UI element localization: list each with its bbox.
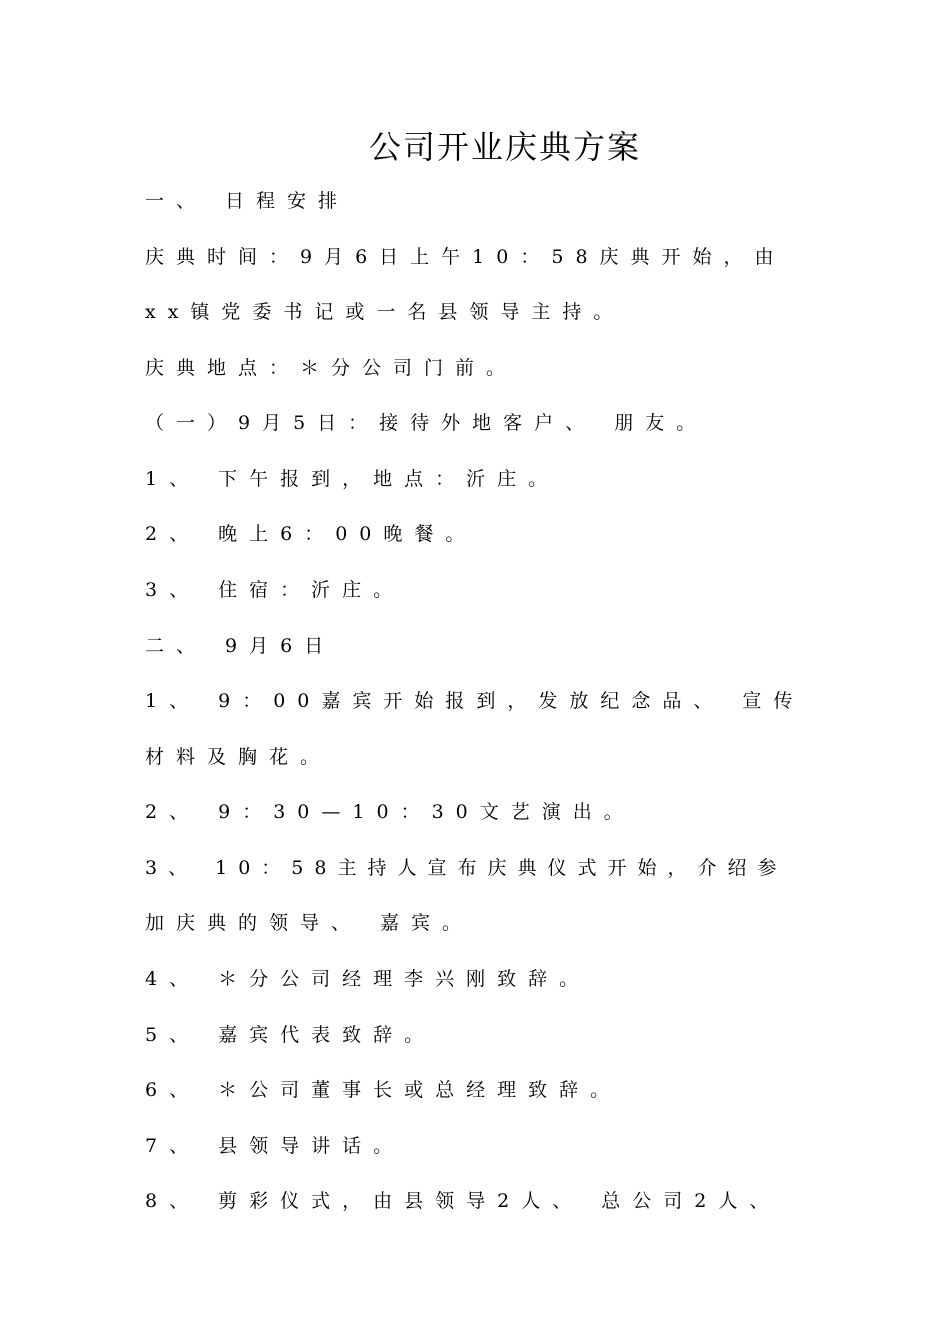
text-line: （一）9月5日：接待外地客户、 朋友。 [145,412,708,434]
text-line: 7、 县领导讲话。 [145,1135,405,1157]
text-line: 1、 下午报到，地点：沂庄。 [145,468,560,490]
text-line: 6、 ＊公司董事长或总经理致辞。 [145,1079,622,1101]
text-line: xx镇党委书记或一名县领导主持。 [145,301,625,323]
text-line: 2、 晚上6：00晚餐。 [145,523,477,545]
text-line: 加庆典的领导、 嘉宾。 [145,912,474,934]
text-line: 庆典地点：＊分公司门前。 [145,357,518,379]
text-line: 二、 9月6日 [145,635,336,657]
text-line: 3、 10：58主持人宣布庆典仪式开始，介绍参 [145,857,788,879]
text-line: 8、 剪彩仪式，由县领导2人、 总公司2人、 [145,1190,781,1212]
text-line: 1、 9：00嘉宾开始报到，发放纪念品、 宣传 [145,690,805,712]
text-line: 4、 ＊分公司经理李兴刚致辞。 [145,968,591,990]
text-line: 3、 住宿：沂庄。 [145,579,405,601]
document-title: 公司开业庆典方案 [368,128,641,166]
text-line: 庆典时间：9月6日上午10：58庆典开始，由 [145,246,786,268]
text-line: 一、 日程安排 [145,190,350,212]
text-line: 2、 9：30—10：30文艺演出。 [145,801,635,823]
text-line: 材料及胸花。 [145,746,332,768]
text-line: 5、 嘉宾代表致辞。 [145,1024,436,1046]
